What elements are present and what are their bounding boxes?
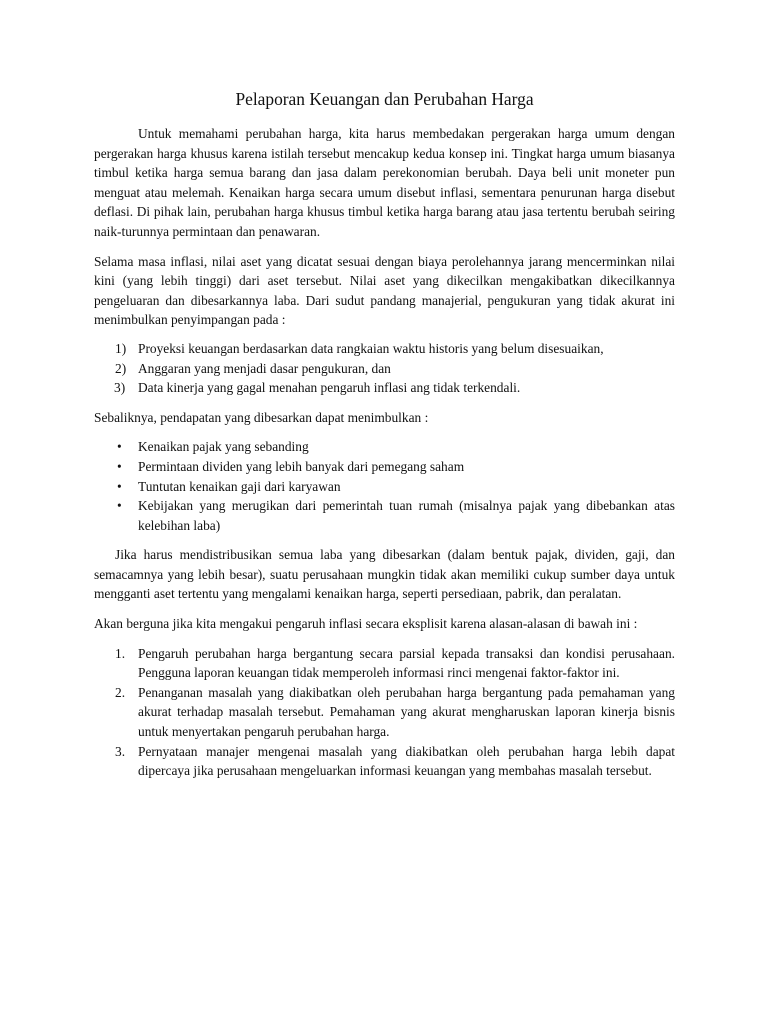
paragraph-explicit-inflation: Akan berguna jika kita mengakui pengaruh inflasi secara eksplisit karena alasan-alasan di bawah ini : xyxy=(94,616,638,632)
bullet-icon: • xyxy=(117,439,122,455)
paragraph-inflation-assets: Selama masa inflasi, nilai aset yang dicatat sesuai dengan biaya perolehannya jarang mencerminkan nilai kini (yang lebih tinggi) dari aset tersebut. Nilai aset yang dikecilkan mengakibatkan dikecilkannya pengeluaran dan dibesarkannya laba. Dari sudut pandang manajerial, pengukuran yang tidak akurat ini menimbulkan penyimpangan pada : xyxy=(94,253,675,328)
list-item-text: Pengaruh perubahan harga bergantung secara parsial kepada transaksi dan kondisi perusahaan. Pengguna laporan keuangan tidak memperoleh informasi rinci mengenai faktor-faktor ini. xyxy=(138,645,675,681)
document-title: Pelaporan Keuangan dan Perubahan Harga xyxy=(235,89,534,109)
paragraph-inflated-income: Sebaliknya, pendapatan yang dibesarkan dapat menimbulkan : xyxy=(94,409,429,425)
bullet-icon: • xyxy=(117,498,122,514)
paragraph-distribution: Jika harus mendistribusikan semua laba yang dibesarkan (dalam bentuk pajak, dividen, gaji, dan semacamnya yang lebih besar), suatu perusahaan mungkin tidak akan memiliki cukup sumber daya untuk mengganti aset tertentu yang mengalami kenaikan harga, seperti persediaan, pabrik, dan peralatan. xyxy=(94,547,675,602)
document-page xyxy=(94,88,675,781)
list-item-text: Pernyataan manajer mengenai masalah yang diakibatkan oleh perubahan harga lebih dapat dipercaya jika perusahaan mengeluarkan informasi keuangan yang membahas masalah tersebut. xyxy=(138,743,675,779)
list-number: 2. xyxy=(115,684,126,700)
list-item xyxy=(94,683,675,742)
list-item-text: Proyeksi keuangan berdasarkan data rangkaian waktu historis yang belum disesuaikan, xyxy=(138,340,604,356)
consequence-bullet-list xyxy=(94,437,675,535)
list-item xyxy=(94,742,675,781)
list-item-text: Anggaran yang menjadi dasar pengukuran, dan xyxy=(138,360,391,376)
bullet-item-text: Kebijakan yang merugikan dari pemerintah tuan rumah (misalnya pajak yang dibebankan atas kelebihan laba) xyxy=(138,498,675,533)
bullet-item xyxy=(94,496,675,535)
list-number: 3) xyxy=(114,380,126,396)
list-item-text: Data kinerja yang gagal menahan pengaruh inflasi ang tidak terkendali. xyxy=(138,380,521,396)
list-number: 2) xyxy=(115,360,127,376)
list-number: 1. xyxy=(115,645,126,661)
bullet-item xyxy=(94,477,675,497)
bullet-item-text: Permintaan dividen yang lebih banyak dari pemegang saham xyxy=(138,458,465,474)
reasons-list xyxy=(94,644,675,781)
list-item xyxy=(94,378,675,398)
paragraph-price-changes: Untuk memahami perubahan harga, kita harus membedakan pergerakan harga umum dengan pergerakan harga khusus karena istilah tersebut mencakup kedua konsep ini. Tingkat harga umum biasanya timbul ketika harga semua barang dan jasa dalam perekonomian berubah. Daya beli unit moneter pun menguat atau melemah. Kenaikan harga secara umum disebut inflasi, sementara penurunan harga disebut deflasi. Di pihak lain, perubahan harga khusus timbul ketika harga barang atau jasa tertentu berubah seiring naik-turunnya permintaan dan penawaran. xyxy=(94,126,675,239)
bullet-item-text: Kenaikan pajak yang sebanding xyxy=(138,439,309,455)
list-number: 3. xyxy=(115,743,126,759)
distortion-list xyxy=(94,339,675,398)
bullet-icon: • xyxy=(117,478,122,494)
bullet-item xyxy=(94,437,675,457)
list-item xyxy=(94,339,675,359)
bullet-item xyxy=(94,457,675,477)
bullet-item-text: Tuntutan kenaikan gaji dari karyawan xyxy=(138,478,341,494)
list-number: 1) xyxy=(115,340,127,356)
bullet-icon: • xyxy=(117,458,122,474)
list-item xyxy=(94,359,675,379)
list-item xyxy=(94,644,675,683)
list-item-text: Penanganan masalah yang diakibatkan oleh perubahan harga bergantung pada pemahaman yang akurat terhadap masalah tersebut. Pemahaman yang akurat mengharuskan laporan kinerja bisnis untuk menyertakan pengaruh perubahan harga. xyxy=(138,684,675,740)
